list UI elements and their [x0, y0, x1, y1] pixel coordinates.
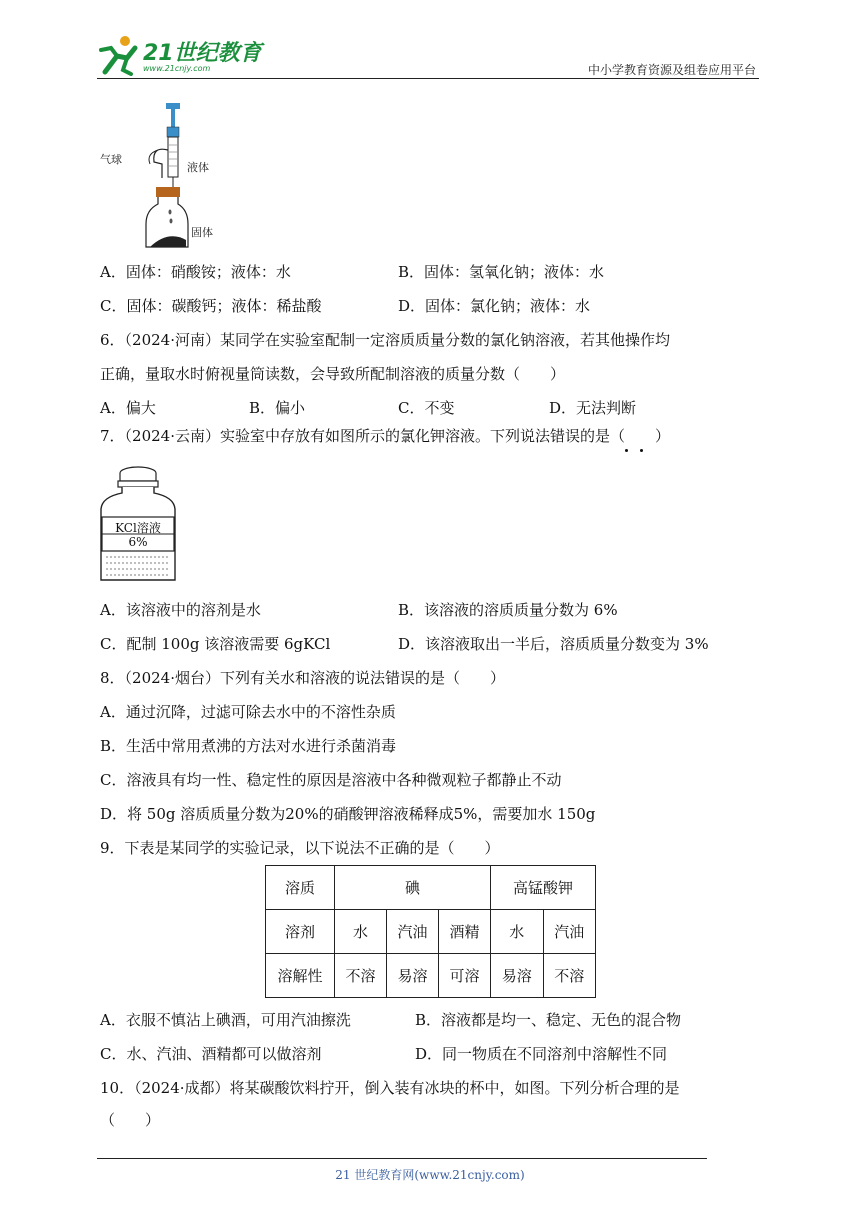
solid-label: 固体 — [191, 226, 213, 239]
q9-option-c: C．水、汽油、酒精都可以做溶剂 — [100, 1045, 322, 1063]
table-row — [266, 910, 596, 954]
q8-option-c: C．溶液具有均一性、稳定性的原因是溶液中各种微观粒子都静止不动 — [100, 771, 562, 789]
experiment-record-table — [265, 865, 596, 998]
logo-text: 21世纪教育 — [143, 41, 262, 66]
q5-option-b: B．固体：氢氧化钠；液体：水 — [398, 263, 605, 281]
bottle-label-concentration: 6% — [128, 535, 148, 549]
site-logo — [97, 34, 267, 78]
table-cell: 可溶 — [439, 954, 491, 998]
q6-stem-line1: 6．（2024·河南）某同学在实验室配制一定溶质质量分数的氯化钠溶液，若其他操作均 — [100, 331, 670, 349]
q5-option-a: A．固体：硝酸铵；液体：水 — [100, 263, 291, 281]
q8-option-d: D．将 50g 溶质质量分数为20%的硝酸钾溶液稀释成5%，需要加水 150g — [100, 805, 596, 823]
table-cell: 水 — [335, 910, 387, 954]
q6-option-b: B．偏小 — [249, 399, 306, 417]
table-cell: 溶质 — [266, 866, 335, 910]
q8-stem: 8．（2024·烟台）下列有关水和溶液的说法错误的是（ ） — [100, 669, 505, 687]
q8-option-b: B．生活中常用煮沸的方法对水进行杀菌消毒 — [100, 737, 397, 755]
q9-stem: 9．下表是某同学的实验记录，以下说法不正确的是（ ） — [100, 839, 500, 857]
table-cell: 不溶 — [543, 954, 596, 998]
table-cell: 水 — [491, 910, 544, 954]
q10-stem-line2: （ ） — [100, 1111, 161, 1129]
table-cell: 不溶 — [335, 954, 387, 998]
q6-option-d: D．无法判断 — [549, 399, 637, 417]
q9-option-a: A．衣服不慎沾上碘酒，可用汽油擦洗 — [100, 1011, 351, 1029]
q5-option-d: D．固体：氯化钠；液体：水 — [398, 297, 591, 315]
table-cell: 汽油 — [543, 910, 596, 954]
q6-option-c: C．不变 — [398, 399, 455, 417]
table-cell: 碘 — [335, 866, 491, 910]
table-cell: 易溶 — [491, 954, 544, 998]
runner-icon — [97, 34, 143, 76]
q10-stem-line1: 10．（2024·成都）将某碳酸饮料拧开，倒入装有冰块的杯中，如图。下列分析合理的是 — [100, 1079, 680, 1097]
table-cell: 汽油 — [387, 910, 439, 954]
emphasis-dot — [625, 449, 628, 452]
q7-option-c: C．配制 100g 该溶液需要 6gKCl — [100, 635, 331, 653]
bottle-label-name: KCl溶液 — [115, 521, 161, 535]
liquid-label: 液体 — [187, 161, 209, 174]
table-cell: 溶剂 — [266, 910, 335, 954]
table-cell: 高锰酸钾 — [491, 866, 596, 910]
table-cell: 溶解性 — [266, 954, 335, 998]
q7-option-d: D．该溶液取出一半后，溶质质量分数变为 3% — [398, 635, 709, 653]
footer-divider — [97, 1158, 707, 1159]
header-divider — [97, 78, 759, 79]
q9-option-d: D．同一物质在不同溶剂中溶解性不同 — [415, 1045, 668, 1063]
apparatus-figure — [140, 100, 190, 250]
emphasis-dot — [640, 449, 643, 452]
logo-url: www.21cnjy.com — [143, 64, 211, 73]
q8-option-a: A．通过沉降，过滤可除去水中的不溶性杂质 — [100, 703, 396, 721]
q7-option-b: B．该溶液的溶质质量分数为 6% — [398, 601, 618, 619]
table-cell: 酒精 — [439, 910, 491, 954]
q9-option-b: B．溶液都是均一、稳定、无色的混合物 — [415, 1011, 682, 1029]
q6-stem-line2: 正确，量取水时俯视量筒读数，会导致所配制溶液的质量分数（ ） — [100, 365, 566, 383]
q5-option-c: C．固体：碳酸钙；液体：稀盐酸 — [100, 297, 322, 315]
balloon-label: 气球 — [100, 153, 122, 166]
q6-option-a: A．偏大 — [100, 399, 156, 417]
table-row — [266, 866, 596, 910]
q7-stem: 7．（2024·云南）实验室中存放有如图所示的氯化钾溶液。下列说法错误的是（ ） — [100, 427, 670, 445]
site-slogan: 中小学教育资源及组卷应用平台 — [587, 63, 756, 77]
table-cell: 易溶 — [387, 954, 439, 998]
table-row — [266, 954, 596, 998]
footer-text: 21 世纪教育网(www.21cnjy.com) — [335, 1168, 525, 1182]
q7-option-a: A．该溶液中的溶剂是水 — [100, 601, 261, 619]
